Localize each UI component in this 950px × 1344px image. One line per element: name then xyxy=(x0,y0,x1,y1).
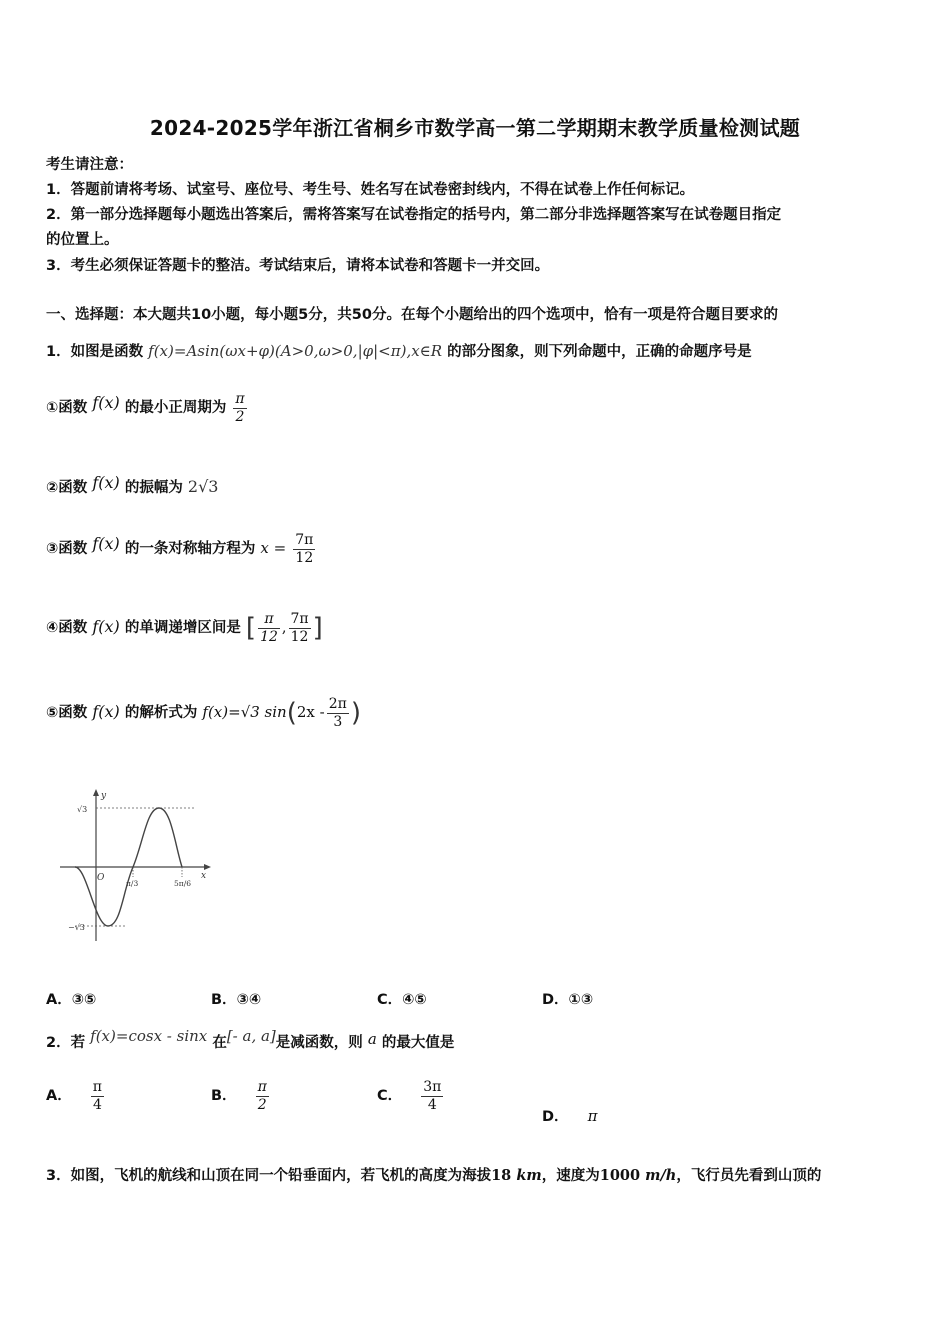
y-axis-label: y xyxy=(101,791,107,801)
q2-stem xyxy=(46,1027,454,1052)
q2-formula: f(x)=cosx - sinx xyxy=(90,1027,208,1045)
fx: f(x) xyxy=(92,534,120,554)
q2-option-d[interactable]: D． π xyxy=(542,1107,598,1125)
fx: f(x) xyxy=(92,393,120,413)
origin-label: O xyxy=(97,873,105,883)
fraction: $\frac{2\pi}{3}$ xyxy=(328,696,347,730)
statement-text: 的单调递增区间是 xyxy=(124,620,241,637)
statement-label: ②函数 xyxy=(46,480,88,496)
q3-unit-1: km xyxy=(516,1167,542,1184)
q1-statement-2 xyxy=(46,473,218,497)
y-top-label: √3 xyxy=(77,805,88,814)
q2-option-b[interactable]: B． $\frac{\pi}{2}$ xyxy=(211,1079,267,1113)
q1-option-d[interactable]: D．①③ xyxy=(542,992,594,1008)
q3-speed: 1000 xyxy=(599,1167,641,1184)
y-axis-arrow-icon xyxy=(93,789,99,796)
q2-var: a xyxy=(367,1030,377,1048)
q2-suffix-2: 的最大值是 xyxy=(381,1035,455,1051)
notice-item-1: 1．答题前请将考场、试室号、座位号、考生号、姓名写在试卷密封线内，不得在试卷上作任何标记。 xyxy=(46,182,695,198)
q2-prefix: 2．若 xyxy=(46,1035,86,1051)
q2-option-a[interactable]: A． $\frac{\pi}{4}$ xyxy=(46,1079,102,1113)
notice-item-2: 2．第一部分选择题每小题选出答案后，需将答案写在试卷指定的括号内，第二部分非选择题答案写在试卷题目指定 xyxy=(46,207,782,223)
q3-unit-2: m/h xyxy=(645,1167,677,1184)
y-bottom-label: −√3 xyxy=(68,923,85,932)
equation-lhs: x = xyxy=(260,539,287,558)
notice-item-2-cont: 的位置上。 xyxy=(46,232,119,248)
amplitude-value: 2√3 xyxy=(187,477,219,496)
statement-label: ⑤函数 xyxy=(46,705,88,722)
notice-item-3: 3．考生必须保证答题卡的整洁。考试结束后，请将本试卷和答题卡一并交回。 xyxy=(46,258,550,274)
q2-suffix-1: 是减函数，则 xyxy=(275,1035,363,1051)
q1-suffix: 的部分图象，则下列命题中，正确的命题序号是 xyxy=(447,344,752,360)
q3-height: 18 xyxy=(491,1167,512,1184)
notice-heading: 考生请注意： xyxy=(46,157,133,173)
statement-label: ④函数 xyxy=(46,620,88,637)
q1-statement-4: ④函数 f(x) 的单调递增区间是 [ $\frac{\pi}{12}$ , $\frac{7\pi}{12}$ ] xyxy=(46,611,323,645)
statement-text: 的一条对称轴方程为 xyxy=(124,541,256,558)
fraction: $\frac{7\pi}{12}$ xyxy=(290,611,309,645)
x-tick-2-label: 5π/6 xyxy=(174,879,191,888)
x-axis-label: x xyxy=(201,871,207,881)
q1-option-c[interactable]: C．④⑤ xyxy=(377,992,427,1008)
fraction: $\frac{\pi}{12}$ xyxy=(260,611,278,645)
function-graph xyxy=(55,785,215,945)
fx: f(x) xyxy=(92,702,120,722)
x-axis-arrow-icon xyxy=(204,864,211,870)
statement-text: 的解析式为 xyxy=(124,705,198,722)
fraction: $\frac{7\pi}{12}$ xyxy=(295,532,314,566)
section-heading: 一、选择题：本大题共10小题，每小题5分，共50分。在每个小题给出的四个选项中，恰有一项是符合题目要求的 xyxy=(46,307,778,323)
q1-statement-5: ⑤函数 f(x) 的解析式为 f(x)=√3 sin(2x - $\frac{2\pi}{3}$ ) xyxy=(46,696,361,730)
q1-stem xyxy=(46,340,752,361)
statement-text: 的振幅为 xyxy=(124,480,183,496)
q1-statement-3 xyxy=(46,533,317,565)
q1-option-a[interactable]: A．③⑤ xyxy=(46,992,97,1008)
statement-text: 的最小正周期为 xyxy=(124,400,227,417)
q3-text-3: ，飞行员先看到山顶的 xyxy=(676,1168,822,1184)
fraction: $\frac{\pi}{2}$ xyxy=(235,391,245,425)
q2-middle: 在 xyxy=(212,1035,227,1051)
formula-lhs: f(x)=√3 sin xyxy=(202,703,287,722)
q1-statement-1 xyxy=(46,392,249,424)
q1-formula: f(x)=Asin(ωx+φ)(A>0,ω>0,|φ|<π),x∈R xyxy=(148,342,443,360)
q1-option-b[interactable]: B．③④ xyxy=(211,992,262,1008)
q3-text-2: ，速度为 xyxy=(541,1168,600,1184)
q2-option-c[interactable]: C． $\frac{3\pi}{4}$ xyxy=(377,1079,442,1113)
fx: f(x) xyxy=(92,617,120,637)
q1-prefix: 1．如图是函数 xyxy=(46,344,144,360)
statement-label: ①函数 xyxy=(46,400,88,417)
fx: f(x) xyxy=(92,473,120,492)
formula-inner: 2x - xyxy=(296,703,325,722)
x-tick-1-label: π/3 xyxy=(126,879,139,888)
q3-stem xyxy=(46,1164,821,1185)
page-title: 2024-2025学年浙江省桐乡市数学高一第二学期期末教学质量检测试题 xyxy=(149,116,801,140)
statement-label: ③函数 xyxy=(46,541,88,558)
q3-text-1: 3．如图，飞机的航线和山顶在同一个铅垂面内，若飞机的高度为海拔 xyxy=(46,1168,492,1184)
q2-interval: [- a, a] xyxy=(226,1027,276,1045)
